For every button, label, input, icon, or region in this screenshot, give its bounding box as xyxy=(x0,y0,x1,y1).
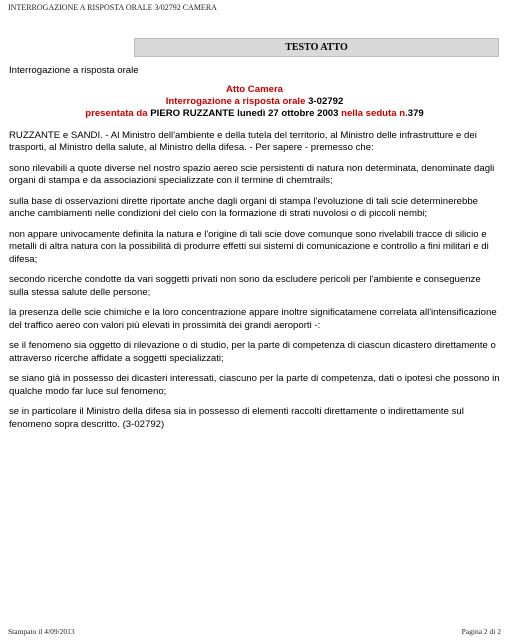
intro-text: Interrogazione a risposta orale xyxy=(9,65,139,76)
act-heading xyxy=(9,84,500,120)
paragraph: sulla base di osservazioni dirette riportate anche dagli organi di stampa l'evoluzione di tali scie determinerebbe anche cambiamenti nelle condizioni del cielo con la formazione di strati nuvolosi o di piccoli nembi; xyxy=(9,195,478,219)
heading-name: PIERO RUZZANTE xyxy=(147,107,238,119)
document-body xyxy=(9,65,500,431)
document-header: INTERROGAZIONE A RISPOSTA ORALE 3/02792 CAMERA xyxy=(8,3,217,12)
page-number: Pagina 2 di 2 xyxy=(461,627,501,636)
paragraph: non appare univocamente definita la natura e l'origine di tali scie dove comunque sono rivelabili tracce di silicio e metalli di altra natura con la possibilità di produrre effetti sui sistemi di comunicazione e controllo a fini militari e di difesa; xyxy=(9,228,489,265)
paragraph: sono rilevabili a quote diverse nel nostro spazio aereo scie persistenti di natura non determinata, denominate dagli organi di stampa e da associazioni specializzate con il termine di chemtrails; xyxy=(9,162,495,186)
paragraph: se il fenomeno sia oggetto di rilevazione o di studio, per la parte di competenza di ciascun dicastero direttamente o attraverso ricerche affidate a soggetti specializzati; xyxy=(9,340,496,364)
print-date: Stampato il 4/09/2013 xyxy=(8,627,75,636)
title-box xyxy=(134,38,499,57)
document-title: TESTO ATTO xyxy=(285,42,348,53)
heading-seduta-number: 379 xyxy=(407,107,424,119)
paragraph: la presenza delle scie chimiche e la loro concentrazione appare inoltre significatamene correlata all'intensificazione del traffico aereo con valori più elevati in prossimità dei grandi aeroporti -: xyxy=(9,307,497,331)
heading-line-2 xyxy=(9,96,500,108)
heading-seduta: nella seduta n. xyxy=(338,107,408,119)
paragraph: secondo ricerche condotte da vari soggetti privati non sono da escludere pericoli per l'ambiente e conseguenze sulla stessa salute delle persone; xyxy=(9,274,481,298)
heading-presentata: presentata da xyxy=(85,107,148,119)
heading-line-1: Atto Camera xyxy=(225,83,284,95)
paragraph: RUZZANTE e SANDI. - Al Ministro dell'ambiente e della tutela del territorio, al Ministro delle infrastrutture e dei trasporti, al Ministro della salute, al Ministro della difesa. - Per sapere - premesso che: xyxy=(9,129,477,153)
heading-line-3 xyxy=(9,108,500,120)
paragraph: se siano già in possesso dei dicasteri interessati, ciascuno per la parte di competenza, dati o ipotesi che possono in qualche modo far luce sul fenomeno; xyxy=(9,373,500,397)
paragraph: se in particolare il Ministro della difesa sia in possesso di elementi raccolti direttamente o indirettamente sul fenomeno sopra descritto. (3-02792) xyxy=(9,406,464,430)
heading-label: Interrogazione a risposta orale xyxy=(165,95,306,107)
heading-date: lunedì 27 ottobre 2003 xyxy=(237,107,339,119)
heading-number: 3-02792 xyxy=(305,95,344,107)
